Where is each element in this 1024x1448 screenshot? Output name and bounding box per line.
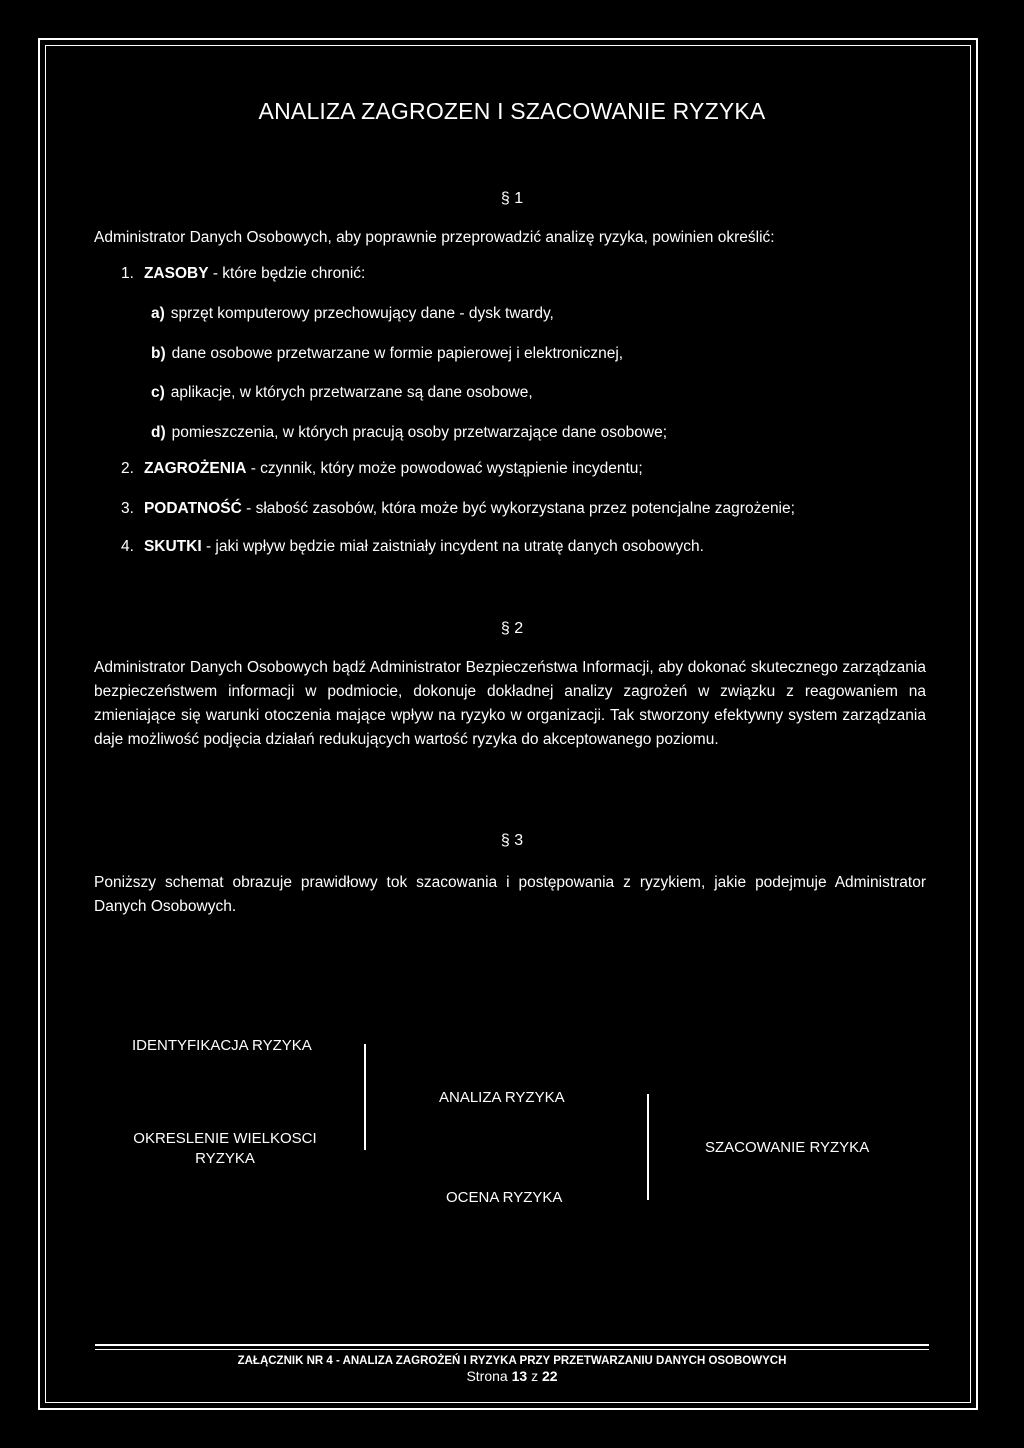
list-text: - które będzie chronić: [208, 265, 366, 282]
list-number: 1. [121, 265, 134, 282]
page-separator: z [531, 1368, 539, 1384]
sub-mark: b) [151, 345, 166, 362]
list-text: - czynnik, który może powodować wystąpienie incydentu; [246, 460, 643, 477]
list-key: ZASOBY [143, 265, 209, 282]
sub-mark: d) [151, 424, 166, 441]
sub-mark: a) [151, 305, 165, 322]
page-prefix: Strona [466, 1368, 508, 1384]
sub-item-c [151, 384, 533, 402]
section-1-intro: Administrator Danych Osobowych, aby poprawnie przeprowadzić analizę ryzyka, powinien określić: [94, 229, 775, 246]
list-number: 3. [121, 500, 134, 517]
section-3-heading: § 3 [500, 832, 524, 849]
list-number: 2. [121, 460, 134, 477]
section-3-paragraph: Poniższy schemat obrazuje prawidłowy tok szacowania i postępowania z ryzykiem, jakie podejmuje Administrator Danych Osobowych. [94, 874, 926, 915]
list-item-skutki [121, 538, 704, 556]
page-number [0, 1368, 1024, 1384]
sub-mark: c) [151, 384, 165, 401]
document-title: ANALIZA ZAGROZEN I SZACOWANIE RYZYKA [258, 98, 766, 124]
diagram-analiza: ANALIZA RYZYKA [439, 1089, 565, 1106]
diagram-ocena: OCENA RYZYKA [446, 1189, 563, 1206]
list-item-podatnosc [121, 500, 795, 518]
list-text: - jaki wpływ będzie miał zaistniały incydent na utratę danych osobowych. [201, 538, 704, 555]
sub-item-b [151, 345, 623, 363]
footer-title: ZAŁĄCZNIK NR 4 - ANALIZA ZAGROŻEŃ I RYZYKA PRZY PRZETWARZANIU DANYCH OSOBOWYCH [237, 1355, 787, 1367]
list-number: 4. [121, 538, 134, 555]
list-key: SKUTKI [143, 538, 202, 555]
page-total: 22 [541, 1368, 558, 1384]
diagram-szacowanie: SZACOWANIE RYZYKA [705, 1139, 870, 1156]
sub-text: sprzęt komputerowy przechowujący dane - dysk twardy, [170, 305, 554, 322]
list-text: - słabość zasobów, która może być wykorzystana przez potencjalne zagrożenie; [241, 500, 795, 517]
sub-text: pomieszczenia, w których pracują osoby przetwarzające dane osobowe; [171, 424, 668, 441]
diagram-identyfikacja: IDENTYFIKACJA RYZYKA [132, 1037, 312, 1054]
diagram-okreslenie [130, 1129, 320, 1169]
sub-item-d [151, 424, 667, 442]
diagram-divider-left [364, 1044, 366, 1150]
diagram-divider-right [647, 1094, 649, 1200]
diagram-okreslenie-line1: OKRESLENIE WIELKOSCI [133, 1130, 317, 1147]
footer-rule-thin [95, 1349, 929, 1350]
section-2-paragraph: Administrator Danych Osobowych bądź Administrator Bezpieczeństwa Informacji, aby dokonać skutecznego zarządzania bezpieczeństwem informacji w podmiocie, dokonuje dokładnej analizy zagrożeń w związku z reagowaniem na zmieniające się warunki otoczenia mające wpływ na ryzyko w organizacji. Tak stworzony efektywny system zarządzania daje możliwość podjęcia działań redukujących wartość ryzyka do akceptowanego poziomu. [94, 659, 926, 748]
list-item-zagrozenia [121, 460, 643, 478]
section-1-heading: § 1 [500, 190, 524, 207]
list-item-zasoby [121, 265, 365, 283]
sub-text: aplikacje, w których przetwarzane są dane osobowe, [170, 384, 533, 401]
list-key: PODATNOŚĆ [143, 500, 242, 517]
diagram-okreslenie-line2: RYZYKA [195, 1150, 255, 1167]
page-current: 13 [511, 1368, 528, 1384]
list-key: ZAGROŻENIA [143, 460, 247, 477]
footer-rule [95, 1344, 929, 1346]
section-2-heading: § 2 [500, 620, 524, 637]
sub-item-a [151, 305, 554, 323]
sub-text: dane osobowe przetwarzane w formie papierowej i elektronicznej, [171, 345, 624, 362]
